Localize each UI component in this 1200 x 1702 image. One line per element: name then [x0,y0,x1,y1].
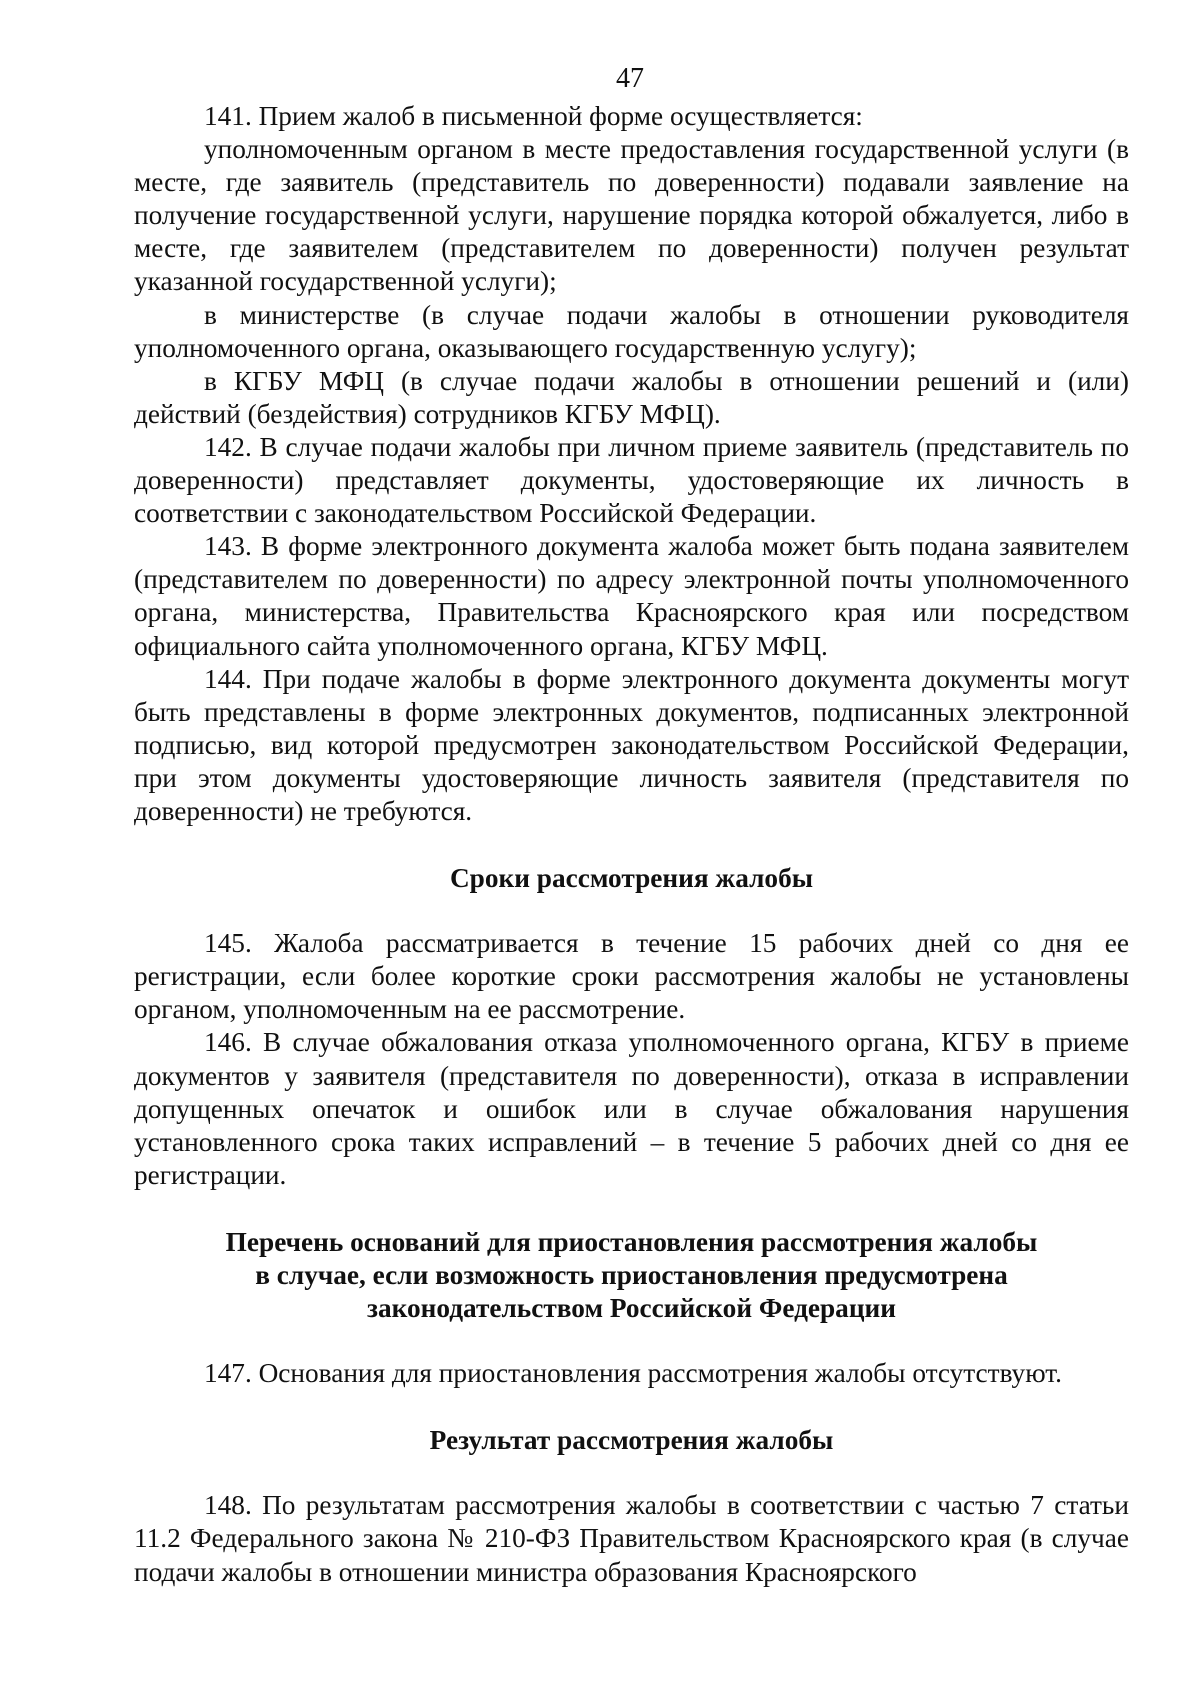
section-spacer [134,1192,1129,1226]
section-spacer [134,1325,1129,1357]
heading-result: Результат рассмотрения жалобы [429,1425,834,1456]
paragraph-146: 146. В случае обжалования отказа уполномоченного органа, КГБУ в приеме документов у заявителя (представителя по доверенности), отказа в исправлении допущенных опечаток и ошибок или в случае обжалования нарушения установленного срока таких исправлений – в течение 5 рабочих дней со дня ее регистрации. [134,1027,1129,1190]
paragraph-148: 148. По результатам рассмотрения жалобы в соответствии с частью 7 статьи 11.2 Федерального закона № 210-ФЗ Правительством Красноярского края (в случае подачи жалобы в отношении министра образования Красноярского [134,1490,1129,1587]
paragraph-143: 143. В форме электронного документа жалоба может быть подана заявителем (представителем по доверенности) по адресу электронной почты уполномоченного органа, министерства, Правительства Красноярского края или посредством официального сайта уполномоченного органа, КГБУ МФЦ. [134,531,1129,661]
paragraph-141-c: в КГБУ МФЦ (в случае подачи жалобы в отношении решений и (или) действий (бездействия) сотрудников КГБУ МФЦ). [134,365,1129,429]
heading-suspension-line-1: Перечень оснований для приостановления рассмотрения жалобы [225,1226,1038,1257]
section-spacer [134,1457,1129,1489]
heading-terms: Сроки рассмотрения жалобы [449,863,814,894]
heading-suspension [134,1226,1129,1325]
section-spacer [134,895,1129,927]
document-body [134,100,1129,1589]
section-spacer [134,828,1129,862]
paragraph-145: 145. Жалоба рассматривается в течение 15 рабочих дней со дня ее регистрации, если более короткие сроки рассмотрения жалобы не установлены органом, уполномоченным на ее рассмотрение. [134,928,1129,1025]
heading-suspension-line-2: в случае, если возможность приостановления предусмотрена [255,1260,1008,1290]
paragraph-141-a: уполномоченным органом в месте предоставления государственной услуги (в месте, где заявитель (представитель по доверенности) подавали заявление на получение государственной услуги, нарушение порядка которой обжалуется, либо в месте, где заявителем (представителем по доверенности) получен результат указанной государственной услуги); [134,134,1129,297]
paragraph-142: 142. В случае подачи жалобы при личном приеме заявитель (представитель по доверенности) представляет документы, удостоверяющие их личность в соответствии с законодательством Российской Федерации. [134,431,1129,529]
paragraph-141-b: в министерстве (в случае подачи жалобы в отношении руководителя уполномоченного органа, оказывающего государственную услугу); [134,299,1129,363]
paragraph-144: 144. При подаче жалобы в форме электронного документа документы могут быть представлены в форме электронных документов, подписанных электронной подписью, вид которой предусмотрен законодательством Российской Федерации, при этом документы удостоверяющие личность заявителя (представителя по доверенности) не требуются. [134,663,1129,826]
paragraph-141-intro: 141. Прием жалоб в письменной форме осуществляется: [204,101,863,131]
section-spacer [134,1390,1129,1424]
heading-suspension-line-3: законодательством Российской Федерации [366,1293,897,1324]
paragraph-147: 147. Основания для приостановления рассмотрения жалобы отсутствуют. [204,1358,1062,1389]
page-number: 47 [616,63,644,94]
